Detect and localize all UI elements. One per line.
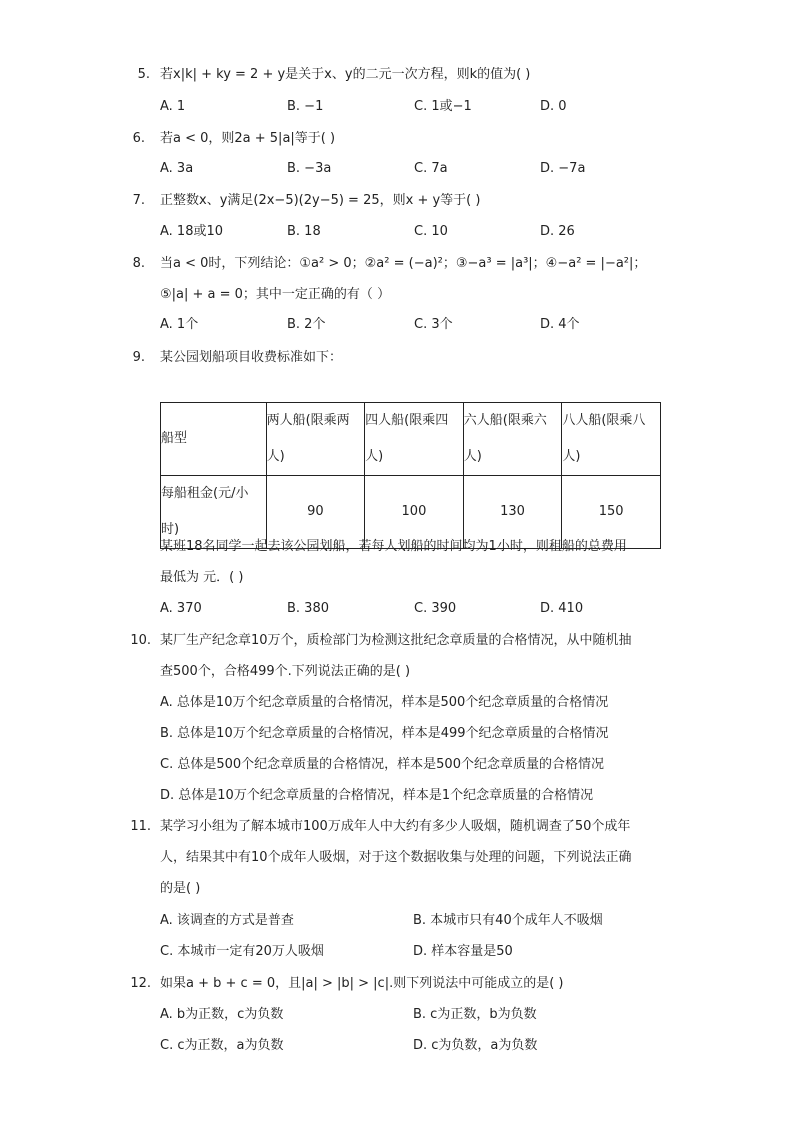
- question-stem-line-2: ⑤|a| + a = 0；其中一定正确的有（ ）: [160, 287, 391, 302]
- option-a: A. 370: [160, 601, 202, 616]
- table-cell: [365, 403, 464, 476]
- question-number: 11.: [130, 819, 151, 834]
- option-c: C. 390: [414, 601, 457, 616]
- question-stem-line-3: 的是( ): [160, 881, 201, 896]
- option-b: B. −3a: [287, 161, 332, 176]
- option-d: D. −7a: [540, 161, 586, 176]
- table-cell-text: 八人船(限乘八人): [562, 413, 646, 464]
- table-cell: 90: [266, 476, 365, 549]
- question-stem: 如果a + b + c = 0，且|a| > |b| > |c|.则下列说法中可能成立的是( ): [160, 976, 564, 991]
- question-stem-line-2: 人，结果其中有10个成年人吸烟，对于这个数据收集与处理的问题，下列说法正确: [160, 850, 632, 865]
- question-number: 12.: [130, 976, 151, 991]
- question-stem-line-1: 某学习小组为了解本城市100万成年人中大约有多少人吸烟，随机调查了50个成年: [160, 819, 631, 834]
- option-a: A. 3a: [160, 161, 194, 176]
- option-a: A. 该调查的方式是普查: [160, 913, 294, 928]
- option-b: B. 本城市只有40个成年人不吸烟: [413, 913, 603, 928]
- option-d: D. 410: [540, 601, 584, 616]
- table-cell-text: 两人船(限乘两人): [266, 413, 350, 464]
- option-a: A. 18或10: [160, 224, 224, 239]
- option-c: C. 7a: [414, 161, 448, 176]
- option-a: A. 1个: [160, 317, 199, 332]
- option-c: C. c为正数，a为负数: [160, 1038, 284, 1053]
- option-d: D. 4个: [540, 317, 580, 332]
- table-cell: 150: [562, 476, 661, 549]
- question-stem: 若x|k| + ky = 2 + y是关于x、y的二元一次方程，则k的值为( ): [160, 67, 531, 82]
- option-c: C. 10: [414, 224, 448, 239]
- question-stem-line-2: 查500个，合格499个.下列说法正确的是( ): [160, 664, 411, 679]
- table-cell-text: 每船租金(元/小时): [161, 486, 249, 537]
- table-cell-text: 六人船(限乘六人): [463, 413, 547, 464]
- option-d: D. c为负数，a为负数: [413, 1038, 538, 1053]
- option-a: A. b为正数，c为负数: [160, 1007, 284, 1022]
- option-d: D. 0: [540, 99, 567, 114]
- option-b: B. 总体是10万个纪念章质量的合格情况，样本是499个纪念章质量的合格情况: [160, 726, 609, 741]
- table-cell: 100: [365, 476, 464, 549]
- question-number: 6.: [132, 131, 145, 146]
- question-stem-line-3: 最低为 元．( ): [160, 570, 244, 585]
- table-cell: [266, 403, 365, 476]
- question-stem-line-1: 某厂生产纪念章10万个，质检部门为检测这批纪念章质量的合格情况，从中随机抽: [160, 633, 632, 648]
- question-number: 9.: [132, 350, 145, 365]
- option-d: D. 26: [540, 224, 575, 239]
- option-c: C. 总体是500个纪念章质量的合格情况，样本是500个纪念章质量的合格情况: [160, 757, 604, 772]
- fee-table: [160, 402, 661, 549]
- option-b: B. −1: [287, 99, 324, 114]
- option-b: B. 18: [287, 224, 321, 239]
- option-c: C. 3个: [414, 317, 453, 332]
- option-a: A. 1: [160, 99, 186, 114]
- question-stem: 正整数x、y满足(2x−5)(2y−5) = 25，则x + y等于( ): [160, 193, 481, 208]
- question-stem-line-2: 某班18名同学一起去该公园划船，若每人划船的时间均为1小时，则租船的总费用: [160, 539, 627, 554]
- table-cell-text: 船型: [161, 431, 188, 446]
- question-stem: 某公园划船项目收费标准如下：: [160, 350, 343, 365]
- question-number: 8.: [132, 256, 145, 271]
- question-number: 5.: [137, 67, 150, 82]
- question-stem-line-1: 当a < 0时，下列结论：①a² > 0；②a² = (−a)²；③−a³ = |a³|；④−a² = |−a²|；: [160, 256, 647, 271]
- option-a: A. 总体是10万个纪念章质量的合格情况，样本是500个纪念章质量的合格情况: [160, 695, 609, 710]
- table-cell-text: 四人船(限乘四人): [365, 413, 449, 464]
- table-cell: [161, 403, 267, 476]
- question-number: 10.: [130, 633, 151, 648]
- table-cell: [463, 403, 562, 476]
- question-stem: 若a < 0，则2a + 5|a|等于( ): [160, 131, 336, 146]
- option-d: D. 样本容量是50: [413, 944, 513, 959]
- option-b: B. c为正数，b为负数: [413, 1007, 537, 1022]
- option-d: D. 总体是10万个纪念章质量的合格情况，样本是1个纪念章质量的合格情况: [160, 788, 594, 803]
- table-cell: [562, 403, 661, 476]
- table-header-row: [161, 403, 661, 476]
- option-b: B. 380: [287, 601, 329, 616]
- option-c: C. 1或−1: [414, 99, 472, 114]
- question-number: 7.: [132, 193, 145, 208]
- option-b: B. 2个: [287, 317, 326, 332]
- table-cell: 130: [463, 476, 562, 549]
- option-c: C. 本城市一定有20万人吸烟: [160, 944, 324, 959]
